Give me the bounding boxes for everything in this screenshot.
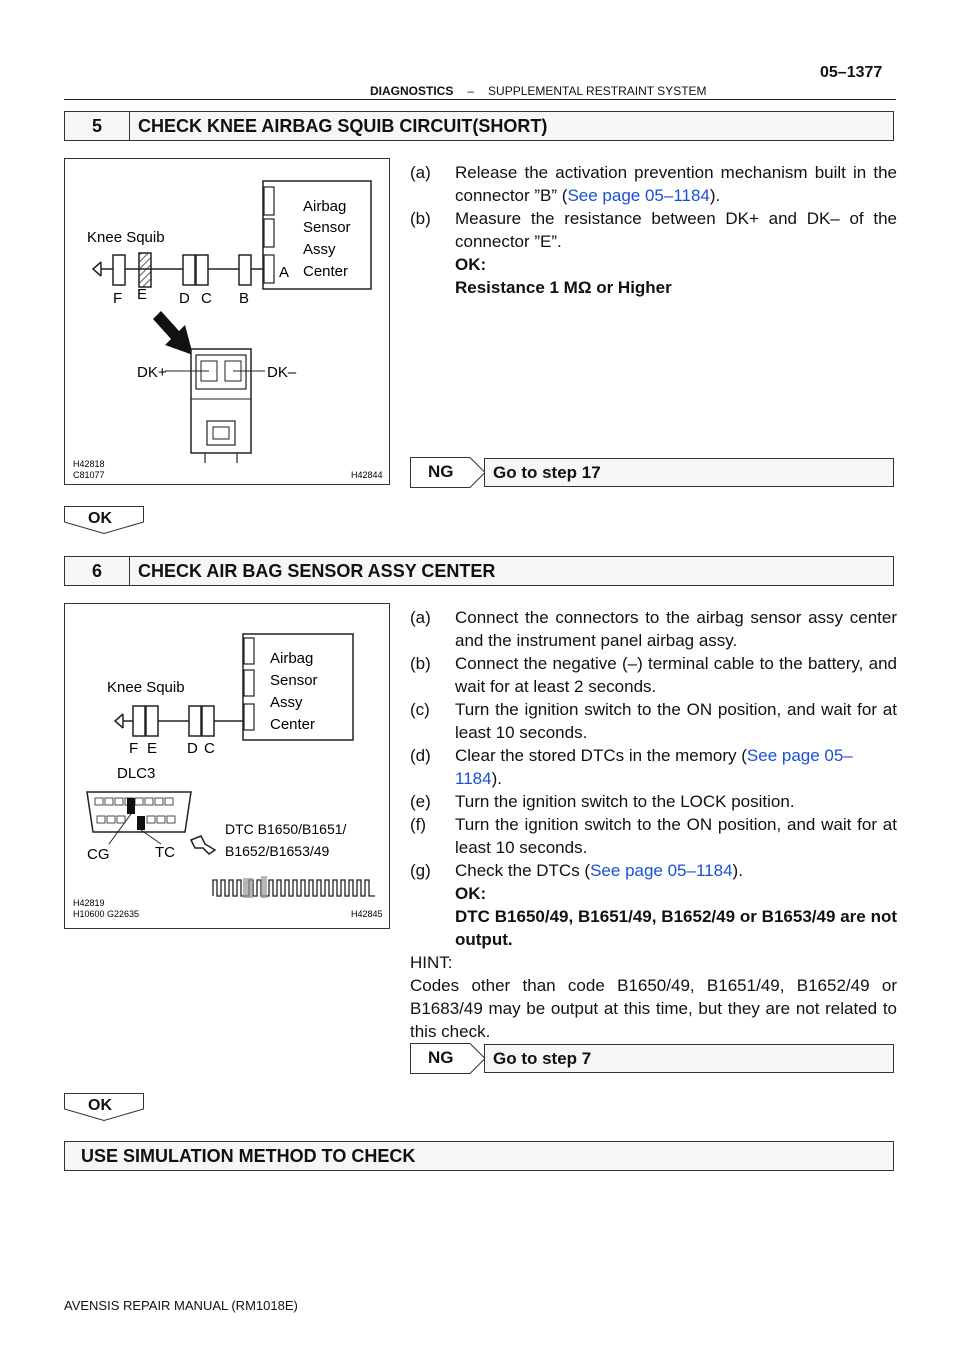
ok-label: OK: <box>455 884 487 903</box>
running-header <box>370 84 707 98</box>
sensor-label-line2: Sensor <box>303 219 351 236</box>
item-text-post: ). <box>491 769 502 788</box>
hint-label: HINT: <box>410 953 453 972</box>
figure-id-right: H42844 <box>351 470 383 480</box>
item-text <box>455 161 897 207</box>
figure-id-bottom: H10600 G22635 <box>73 909 140 919</box>
label-cg: CG <box>87 846 110 863</box>
connector-e <box>146 706 158 736</box>
header-subsection: SUPPLEMENTAL RESTRAINT SYSTEM <box>488 84 707 98</box>
outline-arrow-icon <box>191 836 215 854</box>
ok-tab-label: OK <box>88 1097 112 1114</box>
label-b: B <box>239 290 250 307</box>
item-text-pre: Release the activation prevention mechanism built in the connector ”B” ( <box>455 163 897 205</box>
item-text <box>455 744 855 790</box>
sensor-label-line2: Sensor <box>270 672 318 689</box>
sensor-label-line3: Assy <box>270 694 303 711</box>
step-5-number: 5 <box>65 112 130 140</box>
item-label: (b) <box>410 209 431 228</box>
ng-label: NG <box>428 462 454 481</box>
hint-text: Codes other than code B1650/49, B1651/49, B1652/49 or B1683/49 may be output at this time, but they are not related to this check. <box>410 976 897 1041</box>
header-rule <box>64 99 896 100</box>
sensor-connector-slot <box>264 187 274 215</box>
connector-d <box>189 706 201 736</box>
direction-arrow-icon <box>153 311 193 355</box>
sensor-label-line1: Airbag <box>303 198 347 215</box>
label-dk-minus: DK– <box>267 364 297 381</box>
label-tc: TC <box>155 844 175 861</box>
label-d: D <box>187 740 198 757</box>
label-e: E <box>137 286 148 303</box>
label-a: A <box>279 264 290 281</box>
sensor-connector-slot <box>244 638 254 664</box>
connector-e-latch-inner <box>213 427 229 439</box>
step-6-instructions <box>410 606 897 949</box>
sensor-label-line1: Airbag <box>270 650 314 667</box>
item-text: Connect the negative (–) terminal cable to the battery, and wait for at least 2 seconds. <box>455 654 897 696</box>
item-label: (d) <box>410 746 431 765</box>
sensor-label-line4: Center <box>270 716 316 733</box>
footer-manual: AVENSIS REPAIR MANUAL (RM1018E) <box>64 1298 298 1313</box>
figure-id-bottom: C81077 <box>73 470 105 480</box>
item-text: Connect the connectors to the airbag sensor assy center and the instrument panel airbag assy. <box>455 608 897 650</box>
label-dk-plus: DK+ <box>137 364 167 381</box>
figure-id-top: H42819 <box>73 898 105 908</box>
knee-squib-label: Knee Squib <box>87 229 165 246</box>
waveform-noise <box>243 876 267 898</box>
connector-d <box>183 255 195 285</box>
connector-b <box>239 255 251 285</box>
step-5-instructions <box>410 161 897 301</box>
dtc-label-line1: DTC B1650/B1651/ <box>225 821 347 837</box>
terminal-cg <box>127 798 135 814</box>
item-label: (g) <box>410 861 431 880</box>
item-text-pre: Check the DTCs ( <box>455 861 591 880</box>
ok-spec: Resistance 1 MΩ or Higher <box>455 278 672 297</box>
connector-f <box>133 706 145 736</box>
step-6-bar <box>64 556 894 586</box>
dlc3-label: DLC3 <box>117 765 156 782</box>
item-label: (a) <box>410 608 431 627</box>
ng-label: NG <box>428 1048 454 1067</box>
sensor-connector-slot <box>264 255 274 283</box>
item-text: Turn the ignition switch to the ON position, and wait for at least 10 seconds. <box>455 815 897 857</box>
step-5-bar <box>64 111 894 141</box>
ok-tab-label: OK <box>88 510 112 527</box>
item-label: (f) <box>410 815 427 834</box>
dtc-waveform <box>213 880 375 896</box>
connector-c <box>196 255 208 285</box>
ng-action-box[interactable]: Go to step 17 <box>484 458 894 487</box>
item-text-post: ). <box>732 861 743 880</box>
item-label: (b) <box>410 654 431 673</box>
label-c: C <box>204 740 215 757</box>
sensor-label-line4: Center <box>303 263 349 280</box>
sensor-connector-slot <box>244 670 254 696</box>
squib-plug <box>93 262 101 276</box>
step-6-figure <box>64 603 390 929</box>
figure-id-top: H42818 <box>73 459 105 469</box>
item-label: (e) <box>410 792 431 811</box>
item-text: Turn the ignition switch to the LOCK position. <box>455 792 795 811</box>
item-label: (a) <box>410 163 431 182</box>
see-page-link[interactable]: See page 05–1184 <box>590 861 733 880</box>
step-6-number: 6 <box>65 557 130 585</box>
ok-spec: DTC B1650/49, B1651/49, B1652/49 or B1653/49 are not output. <box>455 907 897 949</box>
step-5-figure <box>64 158 390 485</box>
see-page-link[interactable]: See page 05–1184 <box>455 746 853 788</box>
dtc-label-line2: B1652/B1653/49 <box>225 843 330 859</box>
ng-action-box[interactable]: Go to step 7 <box>484 1044 894 1073</box>
squib-plug <box>115 714 123 728</box>
item-label: (c) <box>410 700 430 719</box>
final-step-title: USE SIMULATION METHOD TO CHECK <box>81 1145 416 1166</box>
sensor-label-line3: Assy <box>303 241 336 258</box>
ok-label: OK: <box>455 255 487 274</box>
label-c: C <box>201 290 212 307</box>
label-e: E <box>147 740 158 757</box>
page-number: 05–1377 <box>820 64 883 81</box>
terminal-tc <box>137 816 145 830</box>
final-step-bar <box>64 1141 894 1171</box>
step-5-title: CHECK KNEE AIRBAG SQUIB CIRCUIT(SHORT) <box>138 115 548 136</box>
connector-f <box>113 255 125 285</box>
step-6-title: CHECK AIR BAG SENSOR ASSY CENTER <box>138 560 496 581</box>
figure-id-right: H42845 <box>351 909 383 919</box>
see-page-link[interactable]: See page 05–1184 <box>567 186 710 205</box>
item-text: Measure the resistance between DK+ and DK– of the connector ”E”. <box>455 209 897 251</box>
knee-squib-label: Knee Squib <box>107 679 185 696</box>
item-text <box>455 859 897 882</box>
sensor-connector-slot <box>244 704 254 730</box>
item-text: Turn the ignition switch to the ON position, and wait for at least 10 seconds. <box>455 700 897 742</box>
connector-e <box>139 253 151 287</box>
item-text-pre: Clear the stored DTCs in the memory ( <box>455 746 747 765</box>
header-dash: – <box>467 84 475 98</box>
knee-squib-circuit-diagram <box>65 159 389 484</box>
label-f: F <box>129 740 139 757</box>
connector-c <box>202 706 214 736</box>
sensor-connector-slot <box>264 219 274 247</box>
label-d: D <box>179 290 190 307</box>
label-f: F <box>113 290 123 307</box>
header-section: DIAGNOSTICS <box>370 84 454 98</box>
instruction-item <box>410 161 897 207</box>
instruction-item <box>410 207 897 253</box>
sensor-and-dlc3-diagram <box>65 604 389 928</box>
item-text-post: ). <box>709 186 721 205</box>
